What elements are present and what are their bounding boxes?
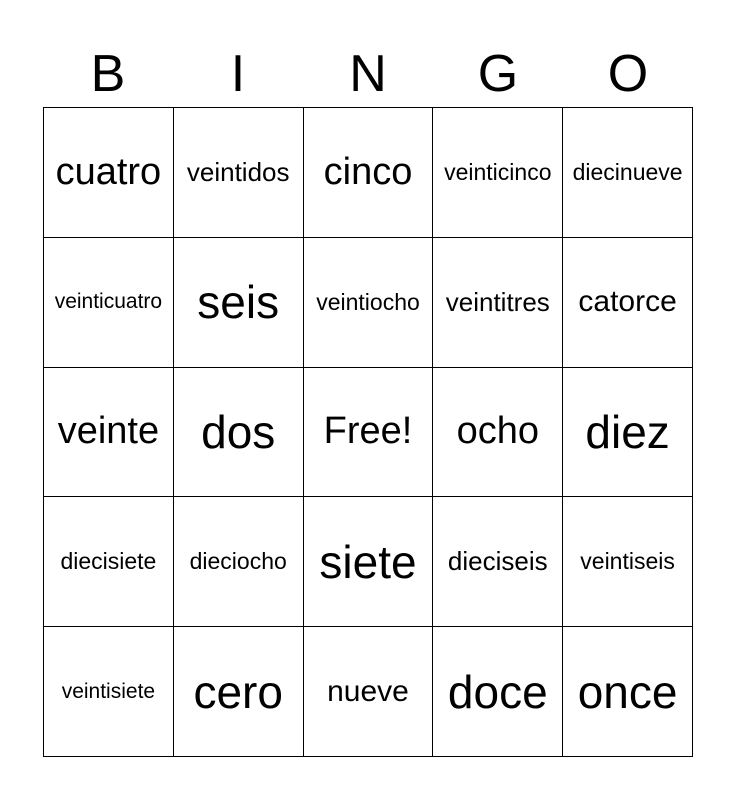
bingo-cell: siete <box>304 497 434 627</box>
header-letter-o: O <box>607 45 649 103</box>
bingo-cell: diecisiete <box>44 497 174 627</box>
header-letter-b: B <box>90 45 126 103</box>
bingo-cell: diecinueve <box>563 108 693 238</box>
bingo-cell: veintiocho <box>304 238 434 368</box>
bingo-cell: dos <box>174 368 304 498</box>
bingo-cell: veintisiete <box>44 627 174 757</box>
bingo-cell: veintidos <box>174 108 304 238</box>
bingo-cell: diez <box>563 368 693 498</box>
bingo-cell: dieciocho <box>174 497 304 627</box>
bingo-cell: ocho <box>433 368 563 498</box>
free-space: Free! <box>304 368 434 498</box>
bingo-cell: cero <box>174 627 304 757</box>
bingo-card <box>43 107 693 757</box>
header-letter-g: G <box>477 45 519 103</box>
header-letter-i: I <box>230 45 246 103</box>
bingo-cell: nueve <box>304 627 434 757</box>
bingo-cell: veintiseis <box>563 497 693 627</box>
bingo-cell: doce <box>433 627 563 757</box>
bingo-cell: catorce <box>563 238 693 368</box>
bingo-cell: cinco <box>304 108 434 238</box>
bingo-header <box>43 40 693 108</box>
bingo-cell: veinte <box>44 368 174 498</box>
bingo-cell: dieciseis <box>433 497 563 627</box>
bingo-cell: once <box>563 627 693 757</box>
bingo-cell: cuatro <box>44 108 174 238</box>
bingo-cell: seis <box>174 238 304 368</box>
bingo-cell: veintitres <box>433 238 563 368</box>
bingo-cell: veinticinco <box>433 108 563 238</box>
bingo-cell: veinticuatro <box>44 238 174 368</box>
header-letter-n: N <box>349 45 387 103</box>
